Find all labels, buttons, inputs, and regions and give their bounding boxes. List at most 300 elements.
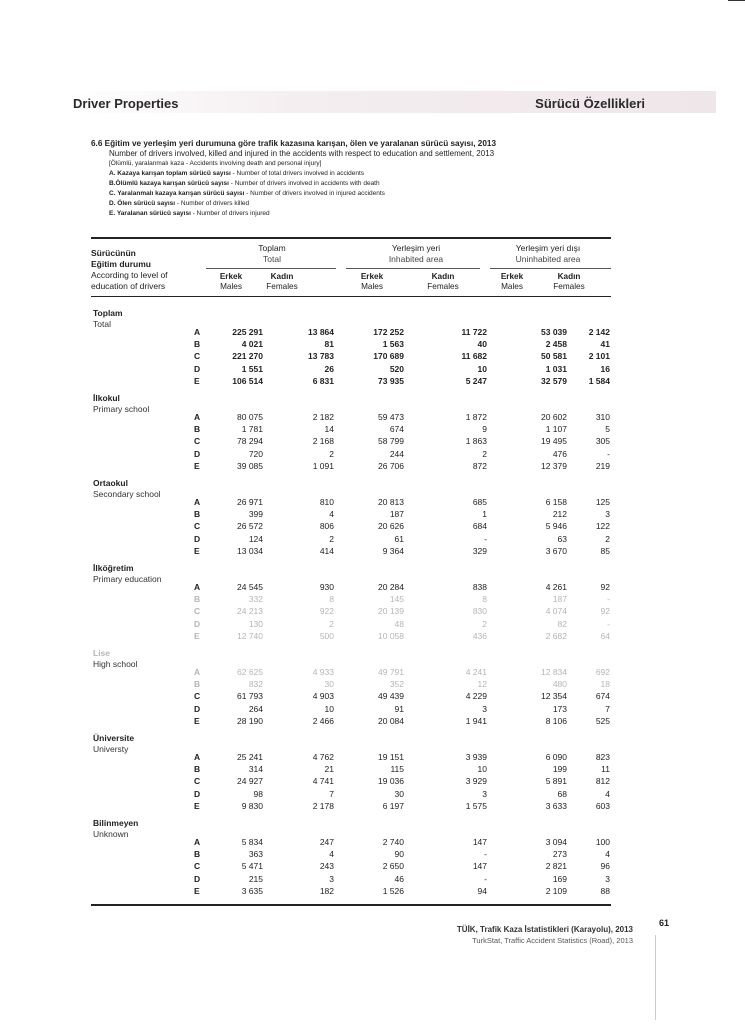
legend-item: [91, 189, 611, 199]
table-cell: 922: [319, 606, 334, 617]
table-cell: 2 740: [382, 837, 404, 847]
value-column: [417, 666, 487, 727]
row-letter: D: [194, 703, 201, 714]
value-column: [417, 411, 487, 472]
table-group: [0, 563, 745, 653]
value-column: [334, 836, 404, 897]
row-letter: D: [194, 618, 201, 629]
table-cell: 115: [390, 764, 404, 775]
value-column: [417, 836, 487, 897]
table-cell: 684: [472, 521, 487, 532]
table-cell: 4 933: [312, 667, 334, 677]
table-cell: 9 830: [241, 800, 263, 811]
table-cell: 1: [482, 509, 487, 520]
table-cell: 82: [557, 618, 567, 629]
table-cell: 24 545: [237, 582, 263, 592]
table-cell: 3 094: [545, 837, 567, 847]
table-cell: 436: [472, 630, 487, 641]
row-header-en2: education of drivers: [91, 281, 166, 291]
table-cell: 8 106: [545, 715, 567, 726]
table-cell: 11 682: [461, 351, 487, 362]
group-header: [488, 243, 608, 265]
table-cell: 11: [601, 764, 610, 775]
table-cell: 98: [253, 788, 263, 799]
row-letter: A: [194, 327, 201, 337]
row-letter: E: [194, 460, 200, 471]
row-letter: B: [194, 594, 201, 605]
table-cell: 12: [477, 679, 487, 690]
row-letter: D: [194, 873, 201, 884]
table-cell: 1 872: [465, 412, 487, 422]
group-label-en: Primary education: [93, 574, 162, 584]
table-cell: 2 458: [545, 339, 567, 350]
table-cell: 1 863: [465, 436, 487, 447]
table-cell: 13 864: [308, 327, 334, 337]
group-underline: [206, 268, 336, 269]
table-cell: 10 058: [378, 630, 404, 641]
table-cell: 476: [552, 448, 567, 459]
table-cell: 147: [472, 837, 487, 847]
table-group: [0, 648, 745, 738]
table-cell: 32 579: [541, 375, 567, 386]
table-group: [0, 308, 745, 398]
table-cell: 2: [605, 533, 610, 544]
group-label: [93, 563, 162, 585]
group-label-tr: İlköğretim: [93, 563, 134, 573]
table-cell: 363: [248, 849, 263, 860]
value-column: [540, 581, 610, 642]
row-letter: D: [194, 533, 201, 544]
table-cell: 91: [394, 703, 404, 714]
group-header-en: Inhabited area: [388, 254, 444, 264]
table-cell: 3 670: [545, 545, 567, 556]
table-cell: 352: [389, 679, 404, 690]
group-label: [93, 818, 138, 840]
table-cell: 5 834: [241, 837, 263, 847]
legend-item-en: - Number of drivers involved in injured accidents: [244, 190, 385, 197]
row-letter: D: [194, 788, 201, 799]
table-cell: 12 354: [541, 691, 567, 702]
table-cell: 1 526: [382, 885, 404, 896]
table-cell: -: [607, 448, 610, 459]
row-letter: B: [194, 849, 201, 860]
table-cell: 40: [477, 339, 487, 350]
table-cell: 674: [595, 691, 610, 702]
row-header-tr2: Eğitim durumu: [91, 259, 151, 269]
table-cell: 2: [482, 618, 487, 629]
table-cell: 5 471: [241, 861, 263, 872]
table-cell: 2 178: [312, 800, 334, 811]
table-cell: 19 495: [541, 436, 567, 447]
legend-item-en: - Number of drivers involved in accidents with death: [228, 180, 380, 187]
table-cell: 1 551: [241, 363, 263, 374]
table-cell: 88: [600, 885, 610, 896]
table-cell: 4 762: [312, 752, 334, 762]
table-cell: 39 085: [237, 460, 263, 471]
table-cell: 399: [248, 509, 263, 520]
table-cell: 520: [389, 363, 404, 374]
row-letter: B: [194, 339, 201, 350]
group-underline: [490, 268, 611, 269]
table-cell: 2 101: [588, 351, 610, 362]
table-cell: 243: [319, 861, 334, 872]
table-cell: 169: [552, 873, 567, 884]
table-cell: 182: [319, 885, 334, 896]
value-column: [417, 581, 487, 642]
table-cell: 58 799: [378, 436, 404, 447]
table-cell: 2: [329, 618, 334, 629]
legend-item-tr: C. Yaralanmalı kazaya karışan sürücü sayısı: [109, 190, 245, 197]
footer-source-en: TurkStat, Traffic Accident Statistics (Road), 2013: [472, 936, 633, 945]
table-cell: 225 291: [232, 327, 263, 337]
male-subheader: [342, 272, 402, 292]
table-cell: 2: [482, 448, 487, 459]
row-letter: C: [194, 436, 201, 447]
table-cell: 6 831: [312, 375, 334, 386]
table-cell: -: [607, 594, 610, 605]
table-cell: 85: [600, 545, 610, 556]
table-cell: 720: [248, 448, 263, 459]
table-cell: 100: [595, 837, 610, 847]
table-cell: 20 284: [378, 582, 404, 592]
value-column: [264, 666, 334, 727]
table-cell: 5 946: [545, 521, 567, 532]
table-cell: 12 740: [237, 630, 263, 641]
page-number: 61: [659, 918, 670, 928]
table-cell: -: [484, 873, 487, 884]
table-cell: 823: [595, 752, 610, 762]
value-column: [540, 411, 610, 472]
subheader-en: Females: [266, 282, 298, 291]
row-letter: E: [194, 885, 200, 896]
value-column: [193, 836, 263, 897]
female-subheader: [539, 272, 599, 292]
row-letter: A: [194, 497, 201, 507]
table-cell: 6 090: [545, 752, 567, 762]
table-cell: 187: [552, 594, 567, 605]
value-column: [417, 496, 487, 557]
table-cell: 4: [329, 849, 334, 860]
group-label: [93, 478, 161, 500]
table-cell: 4 241: [465, 667, 487, 677]
table-cell: 314: [248, 764, 263, 775]
table-cell: 124: [248, 533, 263, 544]
table-cell: 810: [319, 497, 334, 507]
table-cell: 5: [605, 424, 610, 435]
table-cell: 20 813: [378, 497, 404, 507]
legend-item-tr: D. Ölen sürücü sayısı: [109, 200, 176, 207]
table-cell: 92: [600, 582, 610, 592]
group-label-en: Primary school: [93, 404, 150, 414]
group-underline: [346, 268, 480, 269]
legend-item-en: - Number of drivers killed: [175, 200, 250, 207]
table-cell: 832: [248, 679, 263, 690]
value-column: [334, 326, 404, 387]
table-cell: 310: [595, 412, 610, 422]
value-column: [540, 836, 610, 897]
subheader-tr: Erkek: [360, 272, 384, 281]
table-cell: 4 741: [312, 776, 334, 787]
row-letter: A: [194, 582, 201, 592]
table-cell: 3: [482, 788, 487, 799]
value-column: [264, 836, 334, 897]
table-cell: 14: [324, 424, 334, 435]
table-cell: 20 626: [378, 521, 404, 532]
table-cell: 212: [552, 509, 567, 520]
table-cell: 16: [600, 363, 610, 374]
value-column: [334, 411, 404, 472]
header-left-title: Driver Properties: [73, 96, 179, 111]
table-cell: 19 151: [378, 752, 404, 762]
table-cell: 26 706: [378, 460, 404, 471]
row-header-tr1: Sürücünün: [91, 248, 136, 258]
table-cell: 9 364: [382, 545, 404, 556]
table-cell: 3 939: [465, 752, 487, 762]
table-cell: 1 575: [465, 800, 487, 811]
value-column: [193, 326, 263, 387]
group-header: [356, 243, 476, 265]
table-cell: 4: [605, 788, 610, 799]
table-cell: 3: [605, 873, 610, 884]
table-cell: 26 572: [237, 521, 263, 532]
legend-item: [91, 169, 611, 179]
subheader-tr: Erkek: [219, 272, 243, 281]
table-cell: 81: [324, 339, 334, 350]
legend-list: [91, 169, 611, 219]
table-cell: 170 689: [373, 351, 404, 362]
table-cell: 806: [319, 521, 334, 532]
table-cell: 4 261: [545, 582, 567, 592]
table-cell: 28 190: [237, 715, 263, 726]
table-cell: 61: [394, 533, 404, 544]
table-cell: 2 821: [545, 861, 567, 872]
value-column: [193, 496, 263, 557]
value-column: [334, 496, 404, 557]
table-cell: 12 379: [541, 460, 567, 471]
table-cell: 10: [324, 703, 334, 714]
male-subheader: [482, 272, 542, 292]
subheader-tr: Kadın: [557, 272, 581, 281]
group-label: [93, 393, 149, 415]
row-letter: C: [194, 521, 201, 532]
row-letter: E: [194, 715, 200, 726]
table-cell: 872: [472, 460, 487, 471]
table-cell: 106 514: [232, 375, 263, 386]
table-cell: 30: [394, 788, 404, 799]
table-cell: 812: [595, 776, 610, 787]
table-cell: 1 584: [588, 375, 610, 386]
row-letter: A: [194, 837, 201, 847]
table-cell: 685: [472, 497, 487, 507]
table-cell: 30: [324, 679, 334, 690]
table-cell: 500: [319, 630, 334, 641]
table-cell: 3 929: [465, 776, 487, 787]
table-group: [0, 818, 745, 908]
value-column: [540, 496, 610, 557]
row-letter: B: [194, 679, 201, 690]
table-cell: 46: [394, 873, 404, 884]
subheader-tr: Erkek: [500, 272, 524, 281]
table-cell: 692: [595, 667, 610, 677]
table-cell: 63: [557, 533, 567, 544]
table-cell: 19 036: [378, 776, 404, 787]
legend-item: [91, 199, 611, 209]
group-header-tr: Yerleşim yeri dışı: [515, 243, 581, 253]
table-cell: 219: [595, 460, 610, 471]
table-cell: 49 439: [378, 691, 404, 702]
row-letter: D: [194, 448, 201, 459]
value-column: [193, 411, 263, 472]
subheader-en: Females: [553, 282, 585, 291]
table-cell: 305: [595, 436, 610, 447]
table-cell: 96: [600, 861, 610, 872]
table-cell: 264: [248, 703, 263, 714]
table-cell: 3 635: [241, 885, 263, 896]
table-cell: 20 084: [378, 715, 404, 726]
table-cell: 122: [595, 521, 610, 532]
table-cell: 187: [389, 509, 404, 520]
right-margin-line: [655, 935, 656, 1020]
table-cell: 4: [329, 509, 334, 520]
table-cell: 6 197: [382, 800, 404, 811]
table-note: [Ölümlü, yaralanmalı kaza - Accidents involving death and personal injury]: [109, 160, 322, 167]
group-label-tr: Lise: [93, 648, 111, 658]
legend-item-tr: A. Kazaya karışan toplam sürücü sayısı: [109, 170, 231, 177]
table-cell: 199: [552, 764, 567, 775]
group-label-tr: İlkokul: [93, 393, 120, 403]
table-title-block: [91, 139, 611, 219]
legend-item-en: - Number of drivers injured: [190, 210, 270, 217]
table-cell: 2 682: [545, 630, 567, 641]
value-column: [264, 496, 334, 557]
row-letter: E: [194, 630, 200, 641]
table-group: [0, 393, 745, 483]
value-column: [264, 751, 334, 812]
group-header: [212, 243, 332, 265]
table-cell: 525: [595, 715, 610, 726]
subheader-en: Females: [427, 282, 459, 291]
table-cell: 10: [477, 764, 487, 775]
table-cell: 2: [329, 448, 334, 459]
table-cell: 80 075: [237, 412, 263, 422]
subheader-en: Males: [361, 282, 383, 291]
value-column: [193, 751, 263, 812]
value-column: [334, 666, 404, 727]
table-cell: 8: [329, 594, 334, 605]
top-rule: [91, 237, 611, 239]
table-cell: 1 941: [465, 715, 487, 726]
table-cell: 20 139: [378, 606, 404, 617]
table-cell: 92: [600, 606, 610, 617]
row-letter: C: [194, 776, 201, 787]
group-label-tr: Bilinmeyen: [93, 818, 139, 828]
table-cell: 830: [472, 606, 487, 617]
value-column: [417, 326, 487, 387]
table-group: [0, 478, 745, 568]
table-cell: 94: [477, 885, 487, 896]
value-column: [540, 326, 610, 387]
row-letter: C: [194, 606, 201, 617]
table-cell: 24 213: [237, 606, 263, 617]
table-cell: 3: [605, 509, 610, 520]
row-letter: A: [194, 667, 201, 677]
table-cell: 1 031: [545, 363, 567, 374]
value-column: [540, 751, 610, 812]
table-cell: 50 581: [541, 351, 567, 362]
table-cell: 8: [482, 594, 487, 605]
table-cell: 2 182: [312, 412, 334, 422]
table-cell: 48: [394, 618, 404, 629]
value-column: [193, 666, 263, 727]
table-cell: 26 971: [237, 497, 263, 507]
table-cell: 9: [482, 424, 487, 435]
row-letter: C: [194, 691, 201, 702]
group-label: [93, 733, 134, 755]
table-cell: 414: [319, 545, 334, 556]
legend-item-tr: B.Ölümlü kazaya karışan sürücü sayısı: [109, 180, 229, 187]
group-label-en: High school: [93, 659, 138, 669]
table-cell: 480: [552, 679, 567, 690]
group-label-tr: Ortaokul: [93, 478, 128, 488]
group-label-en: Total: [93, 319, 111, 329]
table-cell: 26: [324, 363, 334, 374]
table-cell: 130: [248, 618, 263, 629]
value-column: [264, 581, 334, 642]
female-subheader: [252, 272, 312, 292]
row-letter: C: [194, 351, 201, 362]
table-cell: -: [484, 849, 487, 860]
value-column: [264, 411, 334, 472]
table-cell: 4: [605, 849, 610, 860]
table-cell: 2 142: [588, 327, 610, 337]
value-column: [334, 751, 404, 812]
legend-item-en: - Number of total drivers involved in accidents: [230, 170, 365, 177]
table-cell: 173: [552, 703, 567, 714]
table-cell: 125: [595, 497, 610, 507]
table-cell: 147: [472, 861, 487, 872]
row-letter: B: [194, 424, 201, 435]
table-cell: 247: [319, 837, 334, 847]
table-cell: 332: [248, 594, 263, 605]
table-cell: 145: [389, 594, 404, 605]
table-cell: 13 034: [237, 545, 263, 556]
group-label-tr: Üniversite: [93, 733, 135, 743]
table-cell: 59 473: [378, 412, 404, 422]
table-cell: 172 252: [373, 327, 404, 337]
table-cell: 7: [605, 703, 610, 714]
table-cell: 838: [472, 582, 487, 592]
subheader-en: Males: [501, 282, 523, 291]
row-letter: D: [194, 363, 201, 374]
value-column: [417, 751, 487, 812]
group-header-en: Total: [263, 254, 281, 264]
row-letter: A: [194, 412, 201, 422]
table-cell: 3: [329, 873, 334, 884]
group-label-en: Unknown: [93, 829, 129, 839]
table-cell: 24 927: [237, 776, 263, 787]
table-cell: 674: [389, 424, 404, 435]
row-letter: B: [194, 764, 201, 775]
group-label: [93, 308, 123, 330]
group-label: [93, 648, 137, 670]
table-cell: 329: [472, 545, 487, 556]
table-cell: 603: [595, 800, 610, 811]
table-group: [0, 733, 745, 823]
table-cell: 61 793: [237, 691, 263, 702]
table-cell: 62 625: [237, 667, 263, 677]
row-header-en1: According to level of: [91, 270, 168, 280]
value-column: [334, 581, 404, 642]
